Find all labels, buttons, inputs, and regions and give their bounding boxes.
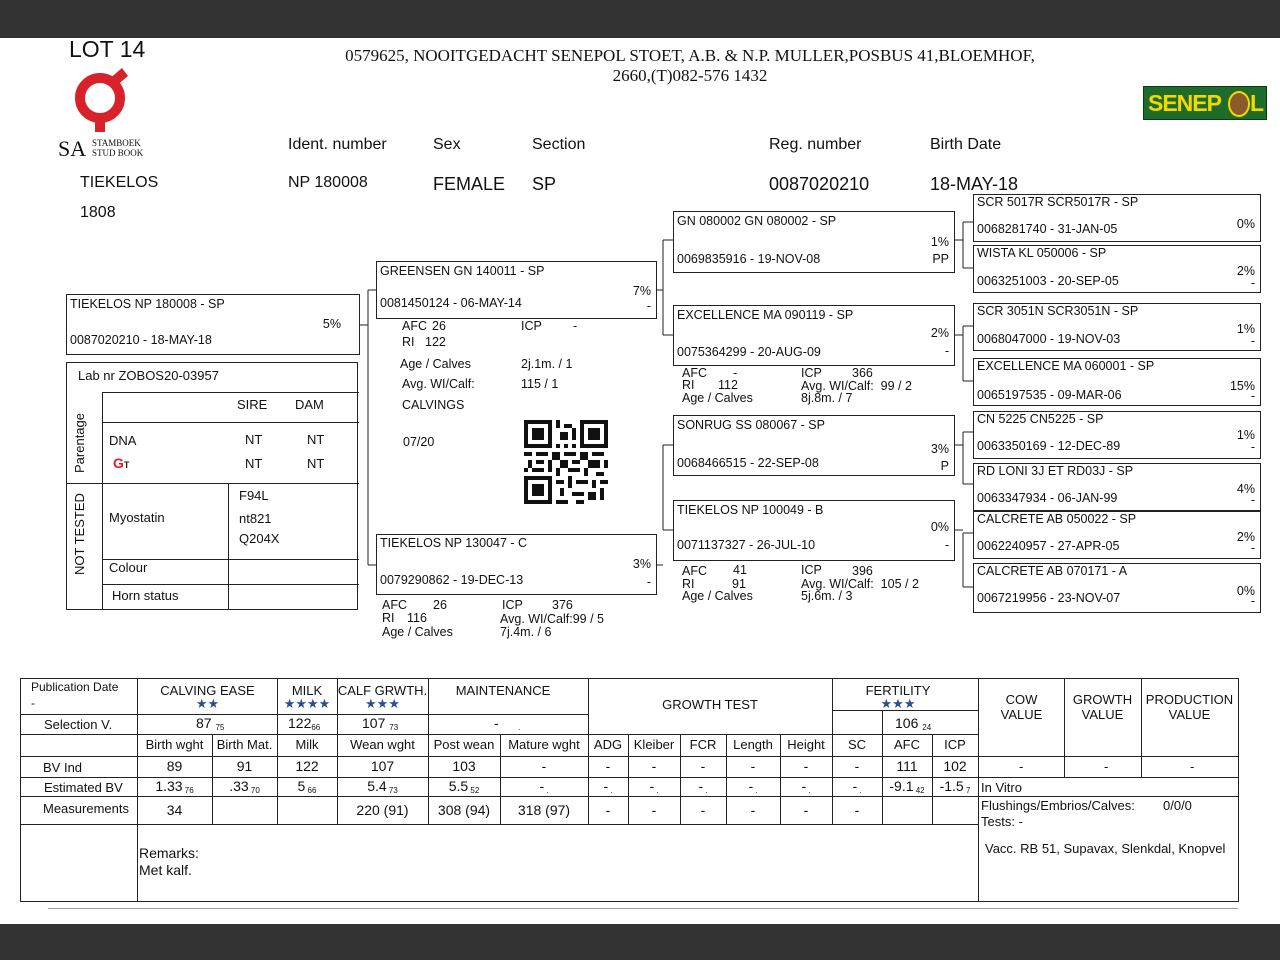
estimated-bv-value: - (748, 778, 754, 794)
bv-ind-cell: - (541, 758, 547, 774)
estimated-bv-accuracy: . (857, 786, 862, 795)
ggp6-flag: - (1250, 493, 1255, 507)
sire-flag: - (646, 299, 651, 313)
cow-value-line2: VALUE (1000, 707, 1043, 722)
measurement-cell: - (803, 802, 809, 818)
col-header-mature-wght: Mature wght (508, 737, 580, 752)
remarks-label: Remarks: (139, 845, 199, 861)
ggp2-reg: 0063251003 - 20-SEP-05 (977, 274, 1119, 288)
estimated-bv-cell (337, 778, 428, 795)
estimated-bv-accuracy: 7 (963, 786, 971, 795)
cow-value: - (1019, 759, 1024, 774)
bv-ind-cell: 122 (295, 758, 319, 774)
publication-date-label: Publication Date (31, 680, 119, 694)
estimated-bv-accuracy: . (703, 786, 708, 795)
sire-afc: 26 (432, 319, 446, 333)
sel-milk-acc: 66 (311, 723, 321, 732)
col-header-icp: ICP (944, 737, 966, 752)
sire-afc-label: AFC (402, 319, 427, 333)
reg-value: 0087020210 (769, 174, 870, 194)
breeder-line1: 0579625, NOOITGEDACHT SENEPOL STOET, A.B. & N.P. MULLER,POSBUS 41,BLOEMHOF, (345, 46, 1035, 65)
fertility-stars-icon: ★★★ (880, 696, 916, 711)
flushings-value: 0/0/0 (1163, 798, 1192, 813)
gp2-icp-label: ICP (801, 366, 822, 380)
col-header-length: Length (733, 737, 773, 752)
not-tested-label: NOT TESTED (72, 493, 87, 575)
ggp2-name: WISTA KL 050006 - SP (977, 246, 1107, 260)
ggp5-name: CN 5225 CN5225 - SP (977, 412, 1104, 426)
ggp8-flag: - (1250, 594, 1255, 608)
gp2-wi-value: 99 / 2 (880, 379, 912, 393)
growth-value-line2: VALUE (1081, 707, 1124, 722)
bv-ind-cell: - (803, 758, 809, 774)
production-value-header (1141, 692, 1238, 722)
ident-value: NP 180008 (288, 174, 368, 191)
col-header-milk: Milk (295, 737, 319, 752)
sire-ri-label: RI (402, 335, 415, 349)
in-vitro-label: In Vitro (981, 780, 1022, 795)
measurement-cell: 308 (94) (437, 802, 491, 818)
sel-calving-value: 87 (196, 715, 212, 731)
sire-col: SIRE (237, 397, 268, 412)
estimated-bv-cell (680, 778, 726, 795)
tests-label: Tests: - (981, 814, 1023, 829)
measurement-cell: - (651, 802, 657, 818)
dam-flag: - (646, 575, 651, 589)
sel-fert (895, 715, 931, 732)
estimated-bv-accuracy: . (608, 786, 613, 795)
gp4-icp-label: ICP (801, 563, 822, 577)
gp4-pct: 0% (930, 520, 949, 534)
sire-name: GREENSEN GN 140011 - SP (380, 264, 545, 278)
ggp1-pct: 0% (1236, 217, 1255, 231)
col-header-height: Height (787, 737, 825, 752)
gp4-flag: - (944, 538, 949, 552)
growth-value: - (1104, 759, 1109, 774)
colour-label: Colour (109, 560, 148, 575)
ggp5-flag: - (1250, 440, 1255, 454)
lab-number: Lab nr ZOBOS20-03957 (78, 368, 219, 383)
sel-maint-value: - (494, 715, 499, 731)
reg-header: Reg. number (769, 136, 862, 153)
estimated-bv-cell (137, 778, 212, 795)
estimated-bv-cell (500, 778, 588, 795)
sire-icp-label: ICP (521, 319, 542, 333)
estimated-bv-accuracy: 52 (468, 786, 480, 795)
gp4-ri: 91 (732, 577, 746, 591)
gp3-pct: 3% (930, 442, 949, 456)
measurement-cell: - (605, 802, 611, 818)
gp2-pct: 2% (930, 326, 949, 340)
bv-ind-cell: - (750, 758, 756, 774)
estimated-bv-value: 1.33 (155, 778, 183, 794)
birth-value: 18-MAY-18 (930, 174, 1019, 194)
calving-ease-header: CALVING EASE (160, 683, 255, 698)
ggp6-pct: 4% (1236, 482, 1255, 496)
estimated-bv-accuracy: 76 (182, 786, 194, 795)
col-header-fcr: FCR (689, 737, 717, 752)
selection-label: Selection V. (44, 717, 113, 732)
self-pct: 5% (322, 317, 341, 331)
bv-ind-cell: 111 (896, 758, 918, 774)
estimated-bv-cell (628, 778, 680, 795)
gt-icon: GT (113, 455, 130, 471)
ggp1-name: SCR 5017R SCR5017R - SP (977, 195, 1139, 209)
estimated-bv-value: - (852, 778, 858, 794)
growth-value-line1: GROWTH (1072, 692, 1133, 707)
ggp6-name: RD LONI 3J ET RD03J - SP (977, 464, 1134, 478)
self-reg: 0087020210 - 18-MAY-18 (70, 333, 212, 347)
birth-header: Birth Date (930, 136, 1002, 153)
sel-maint-acc: . (518, 723, 521, 732)
dam-icp-label: ICP (502, 598, 523, 612)
ggp2-flag: - (1250, 276, 1255, 290)
estimated-bv-accuracy: 70 (248, 786, 260, 795)
ident-header: Ident. number (288, 136, 387, 153)
myostatin-label: Myostatin (109, 510, 165, 525)
section-header: Section (532, 136, 586, 153)
col-header-wean-wght: Wean wght (350, 737, 415, 752)
estimated-bv-value: 5.4 (367, 778, 387, 794)
dna-dam: NT (307, 432, 325, 447)
sire-wi: 115 / 1 (521, 377, 559, 391)
estimated-bv-value: - (698, 778, 704, 794)
gp4-age-label: Age / Calves (682, 589, 753, 603)
bv-ind-cell: 91 (236, 758, 253, 774)
dam-ri-label: RI (382, 611, 395, 625)
maintenance-header: MAINTENANCE (455, 683, 551, 698)
sel-calf-acc: 73 (389, 723, 399, 732)
calf-stars-icon: ★★★ (365, 696, 400, 711)
ggp5-pct: 1% (1236, 428, 1255, 442)
sire-age: 2j.1m. / 1 (521, 357, 573, 371)
gp4-afc: 41 (733, 563, 747, 577)
horn-label: Horn status (112, 588, 179, 603)
calving-date: 07/20 (403, 435, 435, 449)
production-value-line1: PRODUCTION (1145, 692, 1234, 707)
estimated-bv-cell (780, 778, 832, 795)
sa-text: SA (58, 136, 87, 161)
gp2-afc-label: AFC (682, 366, 707, 380)
gp4-icp: 396 (852, 564, 873, 578)
gp4-name: TIEKELOS NP 100049 - B (677, 503, 824, 517)
sel-maint (494, 715, 520, 732)
estimated-bv-value: 5 (297, 778, 306, 794)
estimated-bv-accuracy: . (753, 786, 758, 795)
ggp3-name: SCR 3051N SCR3051N - SP (977, 304, 1139, 318)
senepol-text: SENEP (1148, 90, 1221, 116)
col-header-afc: AFC (894, 737, 920, 752)
myo-nt821: nt821 (239, 511, 272, 526)
section-value: SP (532, 174, 557, 194)
estimated-bv-cell (932, 778, 978, 795)
dam-afc-label: AFC (382, 598, 407, 612)
gp4-age: 5j.6m. / 3 (801, 589, 853, 603)
measurement-cell: 318 (97) (517, 802, 571, 818)
bv-ind-cell: 102 (943, 758, 967, 774)
gp1-name: GN 080002 GN 080002 - SP (677, 214, 837, 228)
bv-ind-cell: - (651, 758, 657, 774)
ggp4-name: EXCELLENCE MA 060001 - SP (977, 359, 1155, 373)
cow-value-line1: COW (1005, 692, 1038, 707)
ggp4-reg: 0065197535 - 09-MAR-06 (977, 388, 1122, 402)
bv-ind-label: BV Ind (43, 760, 83, 775)
ggp8-reg: 0067219956 - 23-NOV-07 (977, 591, 1121, 605)
gt-dam: NT (307, 456, 325, 471)
bv-ind-cell: - (854, 758, 860, 774)
ggp8-pct: 0% (1236, 584, 1255, 598)
gp2-age-label: Age / Calves (682, 391, 753, 405)
gp4-wi-value: 105 / 2 (880, 577, 919, 591)
bv-ind-cell: 103 (452, 758, 476, 774)
measurement-cell: - (700, 802, 706, 818)
calf-growth-header: CALF GRWTH. (337, 683, 428, 698)
gp1-flag: PP (932, 252, 949, 266)
dam-age: 7j.4m. / 6 (500, 625, 552, 639)
production-value-line2: VALUE (1168, 707, 1211, 722)
bv-ind-cell: 89 (166, 758, 183, 774)
gp2-name: EXCELLENCE MA 090119 - SP (677, 308, 854, 322)
estimated-bv-accuracy: 66 (305, 786, 317, 795)
breeder-line2: 2660,(T)082-576 1432 (612, 66, 768, 85)
estimated-bv-value: .33 (229, 778, 249, 794)
measurement-cell: - (750, 802, 756, 818)
sire-reg: 0081450124 - 06-MAY-14 (380, 296, 522, 310)
ggp7-flag: - (1250, 541, 1255, 555)
dam-col: DAM (295, 397, 324, 412)
col-header-kleiber: Kleiber (633, 737, 675, 752)
measurements-label: Measurements (43, 801, 129, 816)
studbook-line2: STUD BOOK (92, 148, 144, 158)
sire-ri: 122 (425, 335, 446, 349)
self-name: TIEKELOS NP 180008 - SP (70, 297, 225, 311)
animal-name: TIEKELOS (80, 174, 159, 191)
ggp7-pct: 2% (1236, 530, 1255, 544)
gp2-ri: 112 (718, 378, 738, 392)
remarks-text: Met kalf. (139, 862, 192, 878)
estimated-bv-label: Estimated BV (44, 780, 123, 795)
sel-calf (362, 715, 398, 732)
dam-afc: 26 (433, 598, 447, 612)
animal-number: 1808 (80, 204, 116, 221)
gp2-age: 8j.8m. / 7 (801, 391, 853, 405)
myo-q204x: Q204X (239, 531, 280, 546)
dam-pct: 3% (632, 557, 651, 571)
bv-ind-cell: - (700, 758, 706, 774)
sire-age-label: Age / Calves (400, 357, 471, 371)
dam-reg: 0079290862 - 19-DEC-13 (380, 573, 524, 587)
sel-fert-value: 106 (895, 715, 919, 731)
gp2-ri-label: RI (682, 378, 695, 392)
estimated-bv-cell (428, 778, 500, 795)
measurement-cell: 220 (91) (356, 802, 409, 818)
sire-icp: - (573, 319, 578, 333)
gp2-wi-label: Avg. WI/Calf: (801, 379, 874, 393)
gt-sire: NT (245, 456, 263, 471)
sel-fert-acc: 24 (922, 723, 932, 732)
sel-milk (288, 715, 320, 732)
ggp8-name: CALCRETE AB 070171 - A (977, 564, 1128, 578)
ggp7-reg: 0062240957 - 27-APR-05 (977, 539, 1120, 553)
dam-wi-value: 99 / 5 (572, 612, 604, 626)
estimated-bv-cell (882, 778, 932, 795)
estimated-bv-value: - (603, 778, 609, 794)
dam-name: TIEKELOS NP 130047 - C (380, 536, 528, 550)
estimated-bv-value: - (539, 778, 545, 794)
dam-icp: 376 (552, 598, 573, 612)
estimated-bv-accuracy: . (806, 786, 811, 795)
fertility-header: FERTILITY (865, 683, 931, 698)
estimated-bv-accuracy: . (654, 786, 659, 795)
estimated-bv-value: - (801, 778, 807, 794)
gp2-reg: 0075364299 - 20-AUG-09 (677, 345, 821, 359)
sex-header: Sex (433, 136, 461, 153)
measurement-cell: 34 (166, 802, 183, 818)
dna-sire: NT (245, 432, 263, 447)
estimated-bv-accuracy: 73 (386, 786, 398, 795)
estimated-bv-value: - (649, 778, 655, 794)
publication-date-value: - (31, 696, 35, 710)
sire-pct: 7% (632, 284, 651, 298)
bv-ind-cell: 107 (370, 758, 395, 774)
myo-f94l: F94L (239, 488, 269, 503)
senepol-text-end: L (1250, 90, 1265, 116)
col-header-birth-mat-: Birth Mat. (216, 737, 273, 752)
ggp3-flag: - (1250, 334, 1255, 348)
sel-calving-acc: 75 (215, 723, 225, 732)
ggp4-pct: 15% (1229, 379, 1255, 393)
flushings-label: Flushings/Embrios/Calves: (981, 798, 1135, 813)
col-header-post-wean: Post wean (433, 737, 495, 752)
ggp5-reg: 0063350169 - 12-DEC-89 (977, 439, 1121, 453)
sire-wi-label: Avg. WI/Calf: (402, 377, 475, 391)
estimated-bv-cell (212, 778, 277, 795)
dam-ri: 116 (407, 611, 427, 625)
ggp3-pct: 1% (1236, 322, 1255, 336)
ggp1-reg: 0068281740 - 31-JAN-05 (977, 222, 1118, 236)
estimated-bv-cell (277, 778, 337, 795)
gp1-pct: 1% (930, 235, 949, 249)
estimated-bv-accuracy: . (544, 786, 549, 795)
estimated-bv-value: 5.5 (448, 778, 469, 794)
cow-value-header (979, 692, 1064, 722)
parentage-label: Parentage (72, 413, 87, 473)
sel-calving (196, 715, 224, 732)
dna-label: DNA (109, 433, 137, 448)
col-header-sc: SC (847, 737, 867, 752)
gp3-name: SONRUG SS 080067 - SP (677, 418, 825, 432)
estimated-bv-value: -9.1 (889, 778, 914, 794)
measurement-cell: - (854, 802, 860, 818)
gp2-icp: 366 (852, 366, 873, 380)
ggp4-flag: - (1250, 389, 1255, 403)
growth-test-header: GROWTH TEST (662, 697, 758, 712)
gp1-reg: 0069835916 - 19-NOV-08 (677, 252, 821, 266)
gp3-reg: 0068466515 - 22-SEP-08 (677, 456, 819, 470)
col-header-birth-wght: Birth wght (145, 737, 204, 752)
dam-wi-label: Avg. WI/Calf: (500, 612, 573, 626)
lot-number: LOT 14 (69, 36, 146, 62)
ggp2-pct: 2% (1236, 264, 1255, 278)
sel-milk-value: 122 (288, 715, 312, 731)
estimated-bv-cell (832, 778, 882, 795)
gp2-flag: - (944, 344, 949, 358)
gp4-reg: 0071137327 - 26-JUL-10 (677, 538, 816, 552)
production-value: - (1190, 759, 1195, 774)
calvings-label: CALVINGS (402, 398, 465, 412)
calving-stars-icon: ★★ (195, 696, 220, 711)
gp4-ri-label: RI (682, 577, 695, 591)
gp4-afc-label: AFC (682, 564, 707, 578)
ggp7-name: CALCRETE AB 050022 - SP (977, 512, 1137, 526)
ggp3-reg: 0068047000 - 19-NOV-03 (977, 332, 1121, 346)
estimated-bv-accuracy: 42 (913, 786, 925, 795)
studbook-line1: STAMBOEK (92, 138, 141, 148)
milk-stars-icon: ★★★★ (283, 696, 331, 711)
sel-calf-value: 107 (362, 715, 386, 731)
milk-header: MILK (291, 683, 323, 698)
ggp6-reg: 0063347934 - 06-JAN-99 (977, 491, 1118, 505)
estimated-bv-value: -1.5 (939, 778, 964, 794)
vaccinations: Vacc. RB 51, Supavax, Slenkdal, Knopvel (985, 841, 1226, 856)
sex-value: FEMALE (433, 174, 506, 194)
gp2-afc: - (733, 366, 738, 380)
bv-ind-cell: - (605, 758, 611, 774)
estimated-bv-cell (588, 778, 628, 795)
dam-age-label: Age / Calves (382, 625, 453, 639)
estimated-bv-cell (726, 778, 780, 795)
col-header-adg: ADG (593, 737, 623, 752)
gp3-flag: P (940, 459, 949, 473)
gp4-wi-label: Avg. WI/Calf: (801, 577, 874, 591)
growth-value-header (1064, 692, 1141, 722)
